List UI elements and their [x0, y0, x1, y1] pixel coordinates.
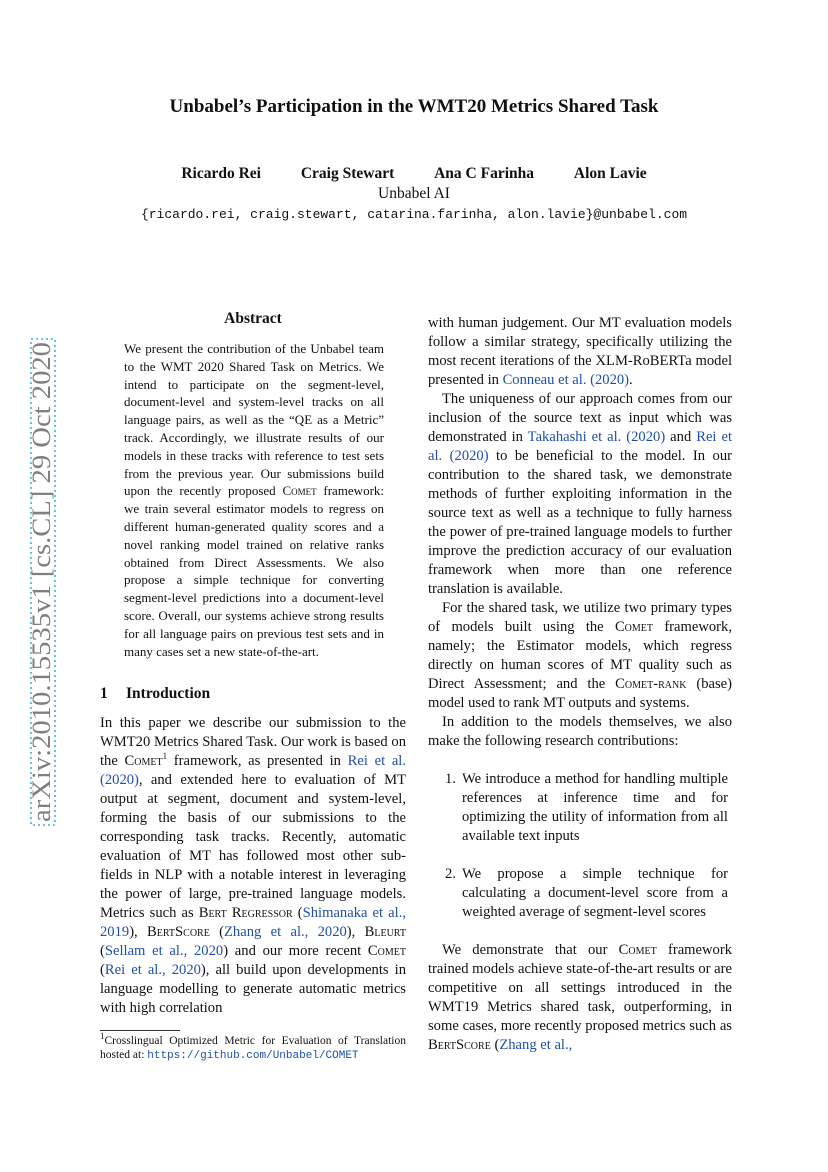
citation-link[interactable]: Zhang et al., 2020	[224, 924, 347, 941]
footnote-marker[interactable]: 1	[162, 751, 168, 762]
citation-link[interactable]: Sellam et al., 2020	[104, 943, 224, 960]
intro-paragraph: In this paper we describe our submission to the WMT20 Metrics Shared Task. Our work is based on the Comet$^1$ framework, as presented in Rei et al. (2020), and extended here to evaluation of MT output at segment, document and system-level, forming the basis of our submissions to the corresponding task tracks. Recently, automatic evaluation of MT has followed most other sub-fields in NLP with a notable interest in leveraging the power of large, pre-trained language models. Metrics such as Bert Regressor (Shimanaka et al., 2019), BertScore (Zhang et al., 2020), Bleurt (Sellam et al., 2020) and our more recent Comet (Rei et al., 2020), all build upon developments in language modelling to generate automatic metrics with high correlation	[100, 715, 406, 1017]
author-name: Ana C Farinha	[434, 165, 535, 182]
citation-link[interactable]: Shimanaka et al., 2019	[100, 905, 406, 941]
author-list	[0, 165, 828, 183]
list-item: 1. We introduce a method for handling multiple references at inference time and for optimizing the utility of information from all available text inputs	[445, 771, 728, 844]
comet-name: Comet	[282, 483, 317, 499]
section-heading: 1 Introduction	[100, 685, 211, 703]
body-paragraph: The uniqueness of our approach comes from our inclusion of the source text as input which was demonstrated in Takahashi et al. (2020) and Rei et al. (2020) to be beneficial to the model. In our contribution to the shared task, we demonstrate methods of further exploiting information in the source text as well as a technique to fully harness the power of pre-trained language models to further improve the prediction accuracy of our evaluation framework when more than one reference translation is available.	[428, 391, 732, 597]
body-paragraph: with human judgement. Our MT evaluation models follow a similar strategy, specifically utilizing the most recent iterations of the XLM-RoBERTa model presented in Conneau et al. (2020).	[428, 315, 732, 388]
arxiv-stamp-text: arXiv:2010.15535v1 [cs.CL] 29 Oct 2020	[27, 385, 56, 822]
abstract-heading: Abstract	[224, 310, 282, 327]
abstract-text: We present the contribution of the Unbabel team to the WMT 2020 Shared Task on Metrics. We intend to participate on the segment-level, document-level and system-level tracks on all language pairs, as well as the “QE as a Metric” track. Accordingly, we illustrate results of our models in these tracks with reference to test sets from the previous year. Our submissions build upon the recently proposed Comet framework: we train several estimator models to regress on different human-generated quality scores and a novel ranking model trained on relative ranks obtained from Direct Assessments. We also propose a simple technique for converting segment-level predictions into a document-level score. Overall, our systems achieve strong results for all language pairs on previous test sets and in many cases set a new state-of-the-art.	[124, 341, 385, 659]
author-emails: {ricardo.rei, craig.stewart, catarina.farinha, alon.lavie}@unbabel.com	[140, 207, 688, 222]
github-link[interactable]: https://github.com/Unbabel/COMET	[147, 1049, 359, 1062]
body-paragraph: For the shared task, we utilize two primary types of models built using the Comet framework, namely; the Estimator models, which regress directly on human scores of MT quality such as Direct Assessment; and the Comet-rank (base) model used to rank MT outputs and systems.	[428, 600, 732, 711]
citation-link[interactable]: Zhang et al.,	[499, 1037, 573, 1053]
body-paragraph: We demonstrate that our Comet framework trained models achieve state-of-the-art results or are competitive on all settings introduced in the WMT19 Metrics shared task, outperforming, in some cases, more recently proposed metrics such as BertScore (Zhang et al.,	[428, 942, 732, 1053]
citation-link[interactable]: Rei et al., 2020	[104, 962, 201, 979]
citation-link[interactable]: Rei et al. (2020)	[428, 429, 732, 464]
author-name: Alon Lavie	[573, 165, 647, 182]
list-item: 2. We propose a simple technique for calculating a document-level score from a weighted average of segment-level scores	[445, 866, 728, 920]
author-name: Craig Stewart	[300, 165, 395, 182]
right-column	[428, 314, 732, 1055]
citation-link[interactable]: Takahashi et al. (2020)	[527, 429, 666, 445]
footnote-divider	[100, 1030, 180, 1031]
citation-link[interactable]: Rei et al. (2020)	[100, 753, 406, 789]
contribution-list	[428, 770, 732, 922]
body-paragraph: In addition to the models themselves, we also make the following research contributions:	[428, 714, 732, 749]
affiliation: Unbabel AI	[378, 185, 450, 202]
footnote: $^1$Crosslingual Optimized Metric for Evaluation of Translation hosted at: https://github.com/Unbabel/COMET	[100, 1031, 406, 1062]
paper-title: Unbabel’s Participation in the WMT20 Metrics Shared Task	[169, 96, 659, 117]
citation-link[interactable]: Conneau et al. (2020)	[502, 372, 630, 388]
arxiv-stamp[interactable]	[27, 338, 56, 826]
left-column	[100, 310, 406, 1063]
author-name: Ricardo Rei	[181, 165, 261, 182]
